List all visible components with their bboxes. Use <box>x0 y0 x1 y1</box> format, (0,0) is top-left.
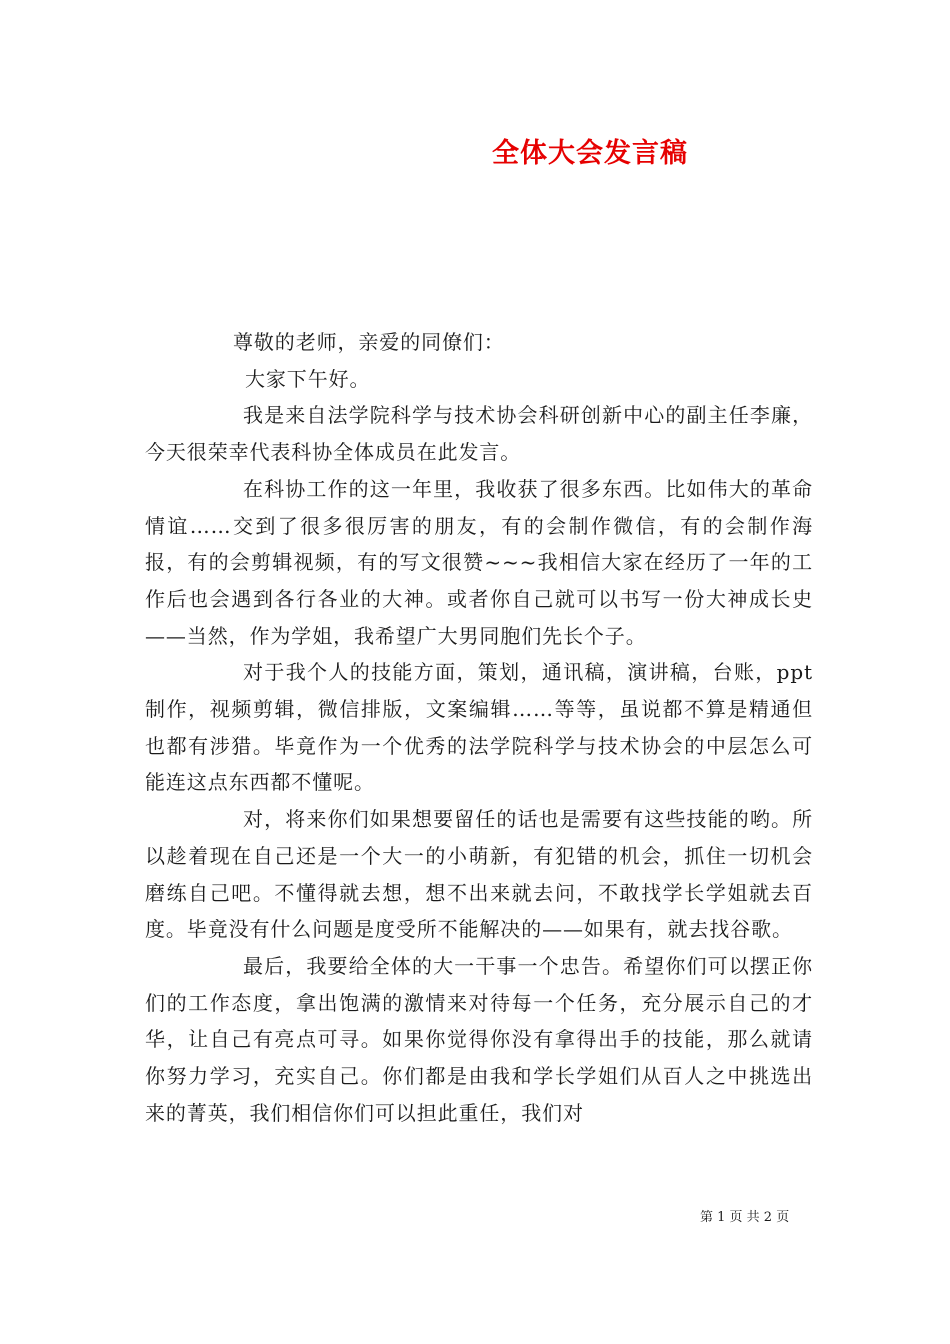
paragraph-closing: 最后，我要给全体的大一干事一个忠告。希望你们可以摆正你们的工作态度，拿出饱满的激情来对待每一个任务，充分展示自己的才华，让自己有亮点可寻。如果你觉得你没有拿得出手的技能，那么就请你努力学习，充实自己。你们都是由我和学长学姐们从百人之中挑选出来的菁英，我们相信你们可以担此重任，我们对 <box>145 953 813 1125</box>
document-body <box>145 324 813 1131</box>
paragraph-harvest: 在科协工作的这一年里，我收获了很多东西。比如伟大的革命情谊……交到了很多很厉害的朋友，有的会制作微信，有的会制作海报，有的会剪辑视频，有的写文很赞~~~我相信大家在经历了一年的工作后也会遇到各行各业的大神。或者你自己就可以书写一份大神成长史——当然，作为学姐，我希望广大男同胞们先长个子。 <box>145 476 813 648</box>
paragraph-skills: 对于我个人的技能方面，策划，通讯稿，演讲稿，台账，ppt制作，视频剪辑，微信排版，文案编辑……等等，虽说都不算是精通但也都有涉猎。毕竟作为一个优秀的法学院科学与技术协会的中层怎么可能连这点东西都不懂呢。 <box>145 660 813 795</box>
salutation: 尊敬的老师，亲爱的同僚们： <box>233 330 505 354</box>
page-footer: 第 1 页 共 2 页 <box>700 1210 790 1225</box>
paragraph-advice: 对，将来你们如果想要留任的话也是需要有这些技能的哟。所以趁着现在自己还是一个大一的小萌新，有犯错的机会，抓住一切机会磨练自己吧。不懂得就去想，想不出来就去问，不敢找学长学姐就去百度。毕竟没有什么问题是度受所不能解决的——如果有，就去找谷歌。 <box>145 807 813 942</box>
greeting: 大家下午好。 <box>245 366 371 391</box>
document-title: 全体大会发言稿 <box>492 138 688 169</box>
paragraph-intro: 我是来自法学院科学与技术协会科研创新中心的副主任李廉，今天很荣幸代表科协全体成员在此发言。 <box>145 403 813 465</box>
